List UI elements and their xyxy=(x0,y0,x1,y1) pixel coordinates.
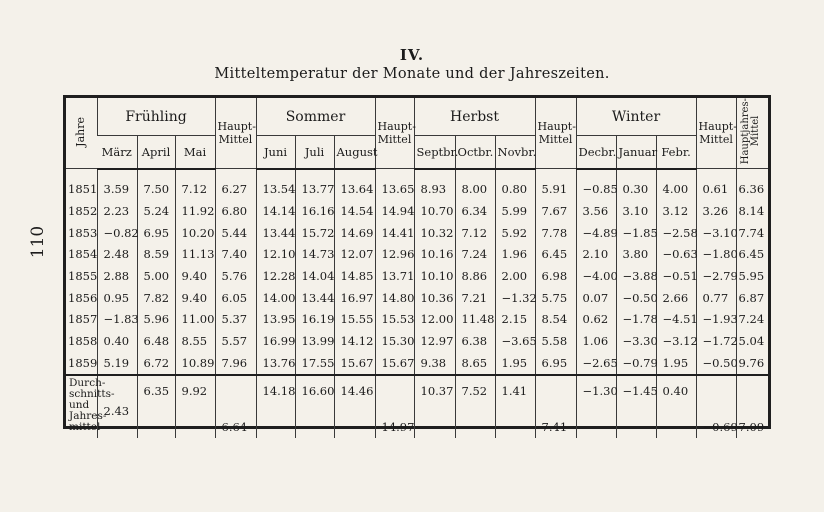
cell-sommer-mittel: 15.67 xyxy=(375,352,414,375)
cell-octbr: 8.00 xyxy=(455,179,495,201)
cell-jahres-mittel: 5.04 xyxy=(736,330,768,352)
summary-febr: 0.40 xyxy=(656,375,696,438)
cell-maerz: −0.82 xyxy=(97,222,137,244)
row-year: 1854 xyxy=(68,247,98,262)
cell-juli: 16.16 xyxy=(295,200,334,222)
header-novbr: Novbr. xyxy=(495,136,535,169)
header-jahre: Jahre xyxy=(66,98,97,169)
header-maerz: März xyxy=(97,136,137,169)
cell-sommer-mittel: 13.65 xyxy=(375,179,414,201)
cell-april: 7.50 xyxy=(137,179,175,201)
cell-decbr: −0.85 xyxy=(576,179,616,201)
row-year: 1857 xyxy=(68,312,98,327)
cell-mai: 9.40 xyxy=(175,287,215,309)
cell-fruehling-mittel: 5.76 xyxy=(215,265,256,287)
cell-septbr: 10.32 xyxy=(414,222,455,244)
table-row xyxy=(66,265,768,287)
cell-winter-mittel: −1.80 xyxy=(696,244,736,266)
cell-januar: 3.80 xyxy=(616,244,656,266)
cell-august: 14.12 xyxy=(334,330,375,352)
header-august: August xyxy=(334,136,375,169)
cell-winter-mittel: 0.61 xyxy=(696,179,736,201)
cell-august: 14.69 xyxy=(334,222,375,244)
header-sommer-mittel: Haupt-Mittel xyxy=(375,98,414,169)
cell-febr: 2.66 xyxy=(656,287,696,309)
cell-mai: 11.13 xyxy=(175,244,215,266)
cell-mai: 7.12 xyxy=(175,179,215,201)
cell-febr: −2.58 xyxy=(656,222,696,244)
cell-octbr: 7.12 xyxy=(455,222,495,244)
cell-mai: 9.40 xyxy=(175,265,215,287)
cell-herbst-mittel: 5.58 xyxy=(535,330,576,352)
cell-octbr: 7.21 xyxy=(455,287,495,309)
summary-winter-mittel: −0.69 xyxy=(696,375,736,438)
cell-febr: 4.00 xyxy=(656,179,696,201)
cell-juli: 14.73 xyxy=(295,244,334,266)
cell-maerz: −1.83 xyxy=(97,309,137,331)
cell-april: 5.24 xyxy=(137,200,175,222)
header-januar: Januar xyxy=(616,136,656,169)
cell-febr: −4.51 xyxy=(656,309,696,331)
row-year: 1853 xyxy=(68,225,98,240)
cell-april: 7.82 xyxy=(137,287,175,309)
cell-jahres-mittel: 5.95 xyxy=(736,265,768,287)
summary-label: Durch-schnitts- und Jahres-mittel xyxy=(69,376,115,433)
table-row xyxy=(66,179,768,201)
cell-august: 12.07 xyxy=(334,244,375,266)
header-febr: Febr. xyxy=(656,136,696,169)
cell-septbr: 12.97 xyxy=(414,330,455,352)
cell-novbr: −1.32 xyxy=(495,287,535,309)
cell-febr: 3.12 xyxy=(656,200,696,222)
cell-juli: 13.99 xyxy=(295,330,334,352)
cell-novbr: −3.65 xyxy=(495,330,535,352)
cell-winter-mittel: 3.26 xyxy=(696,200,736,222)
header-juni: Juni xyxy=(256,136,295,169)
cell-april: 6.72 xyxy=(137,352,175,375)
cell-juni: 14.14 xyxy=(256,200,295,222)
cell-winter-mittel: 0.77 xyxy=(696,287,736,309)
summary-decbr: −1.30 xyxy=(576,375,616,438)
cell-decbr: 3.56 xyxy=(576,200,616,222)
header-mai: Mai xyxy=(175,136,215,169)
cell-januar: −1.85 xyxy=(616,222,656,244)
summary-juni: 14.18 xyxy=(256,375,295,438)
cell-januar: 0.30 xyxy=(616,179,656,201)
cell-decbr: 0.62 xyxy=(576,309,616,331)
cell-juni: 12.10 xyxy=(256,244,295,266)
cell-herbst-mittel: 6.95 xyxy=(535,352,576,375)
cell-jahres-mittel: 6.36 xyxy=(736,179,768,201)
cell-juli: 15.72 xyxy=(295,222,334,244)
cell-winter-mittel: −1.72 xyxy=(696,330,736,352)
header-fruehling-mittel: Haupt-Mittel xyxy=(215,98,256,169)
cell-herbst-mittel: 8.54 xyxy=(535,309,576,331)
table-row xyxy=(66,309,768,331)
summary-maerz: 2.43 xyxy=(97,375,137,438)
cell-winter-mittel: −0.50 xyxy=(696,352,736,375)
cell-mai: 11.92 xyxy=(175,200,215,222)
cell-febr: 1.95 xyxy=(656,352,696,375)
cell-octbr: 8.86 xyxy=(455,265,495,287)
table-row xyxy=(66,200,768,222)
summary-januar: −1.45 xyxy=(616,375,656,438)
cell-april: 6.48 xyxy=(137,330,175,352)
cell-novbr: 5.99 xyxy=(495,200,535,222)
cell-januar: −1.78 xyxy=(616,309,656,331)
cell-winter-mittel: −2.79 xyxy=(696,265,736,287)
cell-herbst-mittel: 6.45 xyxy=(535,244,576,266)
spacer-row xyxy=(66,169,768,179)
cell-maerz: 0.95 xyxy=(97,287,137,309)
summary-sommer-mittel: 14.97 xyxy=(375,375,414,438)
cell-septbr: 10.36 xyxy=(414,287,455,309)
cell-septbr: 10.16 xyxy=(414,244,455,266)
cell-febr: −3.12 xyxy=(656,330,696,352)
cell-jahres-mittel: 6.87 xyxy=(736,287,768,309)
header-winter: Winter xyxy=(576,98,696,136)
cell-herbst-mittel: 7.67 xyxy=(535,200,576,222)
cell-sommer-mittel: 14.94 xyxy=(375,200,414,222)
row-year: 1858 xyxy=(68,334,98,349)
cell-januar: −0.50 xyxy=(616,287,656,309)
cell-herbst-mittel: 5.75 xyxy=(535,287,576,309)
cell-septbr: 10.10 xyxy=(414,265,455,287)
row-year: 1852 xyxy=(68,204,98,219)
cell-octbr: 6.38 xyxy=(455,330,495,352)
cell-januar: 3.10 xyxy=(616,200,656,222)
cell-fruehling-mittel: 7.96 xyxy=(215,352,256,375)
cell-fruehling-mittel: 6.80 xyxy=(215,200,256,222)
header-juli: Juli xyxy=(295,136,334,169)
cell-mai: 11.00 xyxy=(175,309,215,331)
table-row xyxy=(66,352,768,375)
cell-fruehling-mittel: 6.05 xyxy=(215,287,256,309)
cell-juni: 16.99 xyxy=(256,330,295,352)
cell-juli: 16.19 xyxy=(295,309,334,331)
cell-april: 6.95 xyxy=(137,222,175,244)
header-octbr: Octbr. xyxy=(455,136,495,169)
cell-decbr: −4.00 xyxy=(576,265,616,287)
cell-octbr: 7.24 xyxy=(455,244,495,266)
cell-august: 15.55 xyxy=(334,309,375,331)
cell-januar: −0.79 xyxy=(616,352,656,375)
cell-august: 16.97 xyxy=(334,287,375,309)
cell-juni: 13.76 xyxy=(256,352,295,375)
cell-septbr: 9.38 xyxy=(414,352,455,375)
cell-novbr: 5.92 xyxy=(495,222,535,244)
row-year: 1855 xyxy=(68,269,98,284)
cell-decbr: 0.07 xyxy=(576,287,616,309)
summary-septbr: 10.37 xyxy=(414,375,455,438)
cell-octbr: 6.34 xyxy=(455,200,495,222)
cell-sommer-mittel: 12.96 xyxy=(375,244,414,266)
cell-winter-mittel: −1.93 xyxy=(696,309,736,331)
cell-novbr: 2.15 xyxy=(495,309,535,331)
cell-herbst-mittel: 6.98 xyxy=(535,265,576,287)
table-row xyxy=(66,222,768,244)
cell-septbr: 8.93 xyxy=(414,179,455,201)
cell-august: 14.54 xyxy=(334,200,375,222)
header-septbr: Septbr. xyxy=(414,136,455,169)
cell-novbr: 1.96 xyxy=(495,244,535,266)
table-row xyxy=(66,287,768,309)
cell-maerz: 2.48 xyxy=(97,244,137,266)
cell-juni: 14.00 xyxy=(256,287,295,309)
cell-juni: 12.28 xyxy=(256,265,295,287)
cell-herbst-mittel: 5.91 xyxy=(535,179,576,201)
cell-septbr: 12.00 xyxy=(414,309,455,331)
header-fruehling: Frühling xyxy=(97,98,215,136)
cell-jahres-mittel: 7.24 xyxy=(736,309,768,331)
summary-herbst-mittel: 7.41 xyxy=(535,375,576,438)
cell-sommer-mittel: 14.80 xyxy=(375,287,414,309)
cell-august: 15.67 xyxy=(334,352,375,375)
cell-herbst-mittel: 7.78 xyxy=(535,222,576,244)
cell-august: 14.85 xyxy=(334,265,375,287)
summary-jahres-mittel: 7.09 xyxy=(736,375,768,438)
cell-decbr: 2.10 xyxy=(576,244,616,266)
section-number: IV. xyxy=(399,46,425,64)
summary-novbr: 1.41 xyxy=(495,375,535,438)
cell-decbr: −4.89 xyxy=(576,222,616,244)
page-number: 110 xyxy=(28,225,49,259)
temperature-table xyxy=(66,98,768,438)
cell-januar: −3.30 xyxy=(616,330,656,352)
cell-maerz: 3.59 xyxy=(97,179,137,201)
cell-juni: 13.44 xyxy=(256,222,295,244)
cell-mai: 10.89 xyxy=(175,352,215,375)
header-hauptjahres-mittel: Hauptjahres-Mittel xyxy=(736,98,768,169)
cell-mai: 10.20 xyxy=(175,222,215,244)
row-year: 1859 xyxy=(66,352,97,375)
page-title: Mitteltemperatur der Monate und der Jahreszeiten. xyxy=(214,66,610,82)
cell-april: 5.96 xyxy=(137,309,175,331)
cell-jahres-mittel: 9.76 xyxy=(736,352,768,375)
cell-maerz: 2.88 xyxy=(97,265,137,287)
table-row xyxy=(66,244,768,266)
cell-novbr: 2.00 xyxy=(495,265,535,287)
cell-fruehling-mittel: 5.37 xyxy=(215,309,256,331)
cell-jahres-mittel: 7.74 xyxy=(736,222,768,244)
cell-sommer-mittel: 15.30 xyxy=(375,330,414,352)
cell-decbr: −2.65 xyxy=(576,352,616,375)
cell-novbr: 0.80 xyxy=(495,179,535,201)
cell-fruehling-mittel: 5.57 xyxy=(215,330,256,352)
summary-april: 6.35 xyxy=(137,375,175,438)
cell-juni: 13.54 xyxy=(256,179,295,201)
temperature-table-frame xyxy=(63,95,771,434)
cell-sommer-mittel: 15.53 xyxy=(375,309,414,331)
table-row xyxy=(66,330,768,352)
header-decbr: Decbr. xyxy=(576,136,616,169)
cell-juli: 13.44 xyxy=(295,287,334,309)
summary-octbr: 7.52 xyxy=(455,375,495,438)
summary-august: 14.46 xyxy=(334,375,375,438)
cell-septbr: 10.70 xyxy=(414,200,455,222)
cell-decbr: 1.06 xyxy=(576,330,616,352)
row-year: 1851 xyxy=(68,182,98,197)
cell-octbr: 11.48 xyxy=(455,309,495,331)
summary-juli: 16.60 xyxy=(295,375,334,438)
header-sommer: Sommer xyxy=(256,98,375,136)
cell-sommer-mittel: 14.41 xyxy=(375,222,414,244)
cell-jahres-mittel: 8.14 xyxy=(736,200,768,222)
cell-febr: −0.51 xyxy=(656,265,696,287)
cell-winter-mittel: −3.10 xyxy=(696,222,736,244)
cell-juli: 17.55 xyxy=(295,352,334,375)
cell-novbr: 1.95 xyxy=(495,352,535,375)
cell-fruehling-mittel: 7.40 xyxy=(215,244,256,266)
cell-octbr: 8.65 xyxy=(455,352,495,375)
cell-august: 13.64 xyxy=(334,179,375,201)
header-herbst-mittel: Haupt-Mittel xyxy=(535,98,576,169)
cell-juni: 13.95 xyxy=(256,309,295,331)
cell-febr: −0.63 xyxy=(656,244,696,266)
cell-maerz: 0.40 xyxy=(97,330,137,352)
header-herbst: Herbst xyxy=(414,98,535,136)
cell-juli: 14.04 xyxy=(295,265,334,287)
cell-januar: −3.88 xyxy=(616,265,656,287)
cell-mai: 8.55 xyxy=(175,330,215,352)
summary-mai: 9.92 xyxy=(175,375,215,438)
summary-fruehling-mittel: 6.64 xyxy=(215,375,256,438)
cell-april: 5.00 xyxy=(137,265,175,287)
cell-maerz: 2.23 xyxy=(97,200,137,222)
cell-fruehling-mittel: 6.27 xyxy=(215,179,256,201)
cell-maerz: 5.19 xyxy=(97,352,137,375)
cell-jahres-mittel: 6.45 xyxy=(736,244,768,266)
cell-juli: 13.77 xyxy=(295,179,334,201)
table-body xyxy=(66,169,768,375)
row-year: 1856 xyxy=(68,290,98,305)
cell-sommer-mittel: 13.71 xyxy=(375,265,414,287)
summary-row xyxy=(66,375,768,438)
header-winter-mittel: Haupt-Mittel xyxy=(696,98,736,169)
summary-body xyxy=(66,375,768,438)
cell-april: 8.59 xyxy=(137,244,175,266)
cell-fruehling-mittel: 5.44 xyxy=(215,222,256,244)
header-april: April xyxy=(137,136,175,169)
